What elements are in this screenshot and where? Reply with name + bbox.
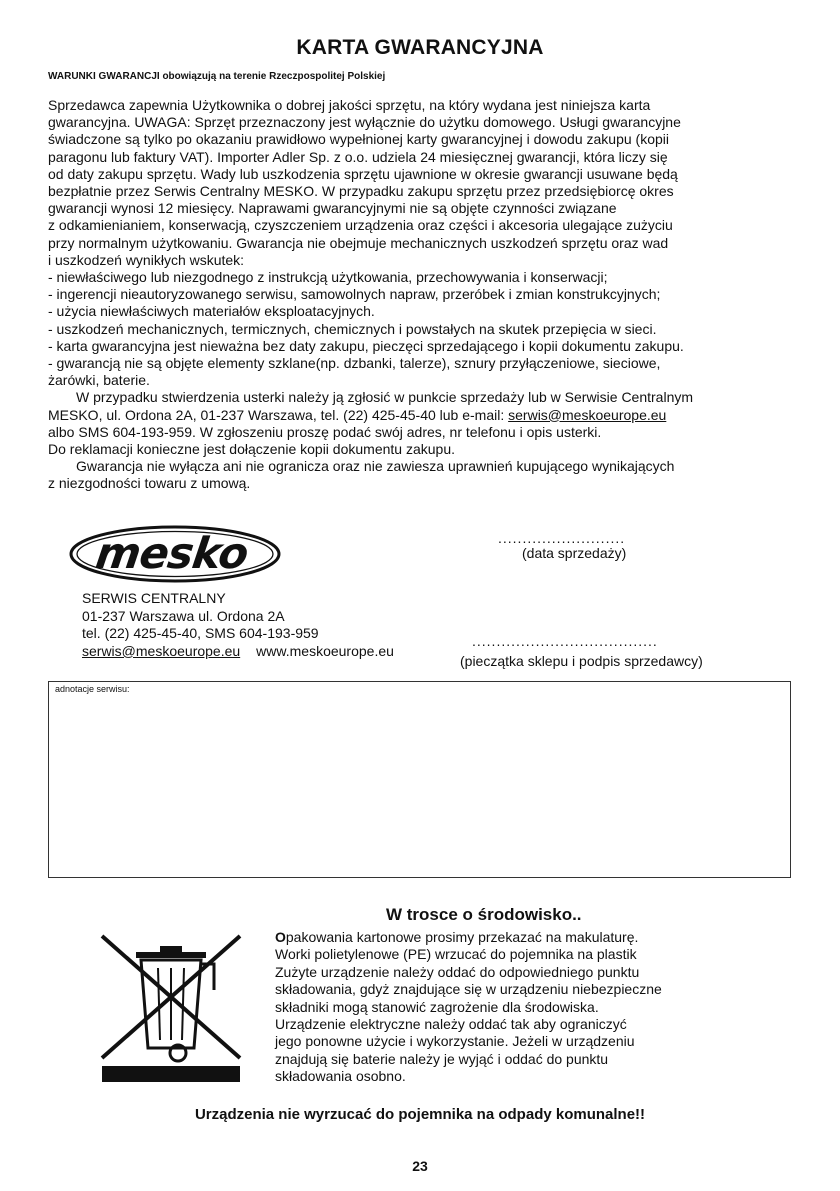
terms-line: Sprzedawca zapewnia Użytkownika o dobrej jakości sprzętu, na który wydana jest niniejsza karta	[48, 97, 651, 113]
warranty-conditions-heading: WARUNKI GWARANCJI obowiązują na terenie Rzeczpospolitej Polskiej	[48, 71, 386, 82]
terms-line: przy normalnym użytkowaniu. Gwarancja nie obejmuje mechanicznych uszkodzeń sprzętu oraz wad	[48, 234, 669, 251]
rights-line: z niezgodności towaru z umową.	[48, 475, 251, 492]
terms-line: paragonu lub faktury VAT). Importer Adler Sp. z o.o. udziela 24 miesięcznej gwarancji, która liczy się	[48, 148, 668, 165]
service-contact-row	[82, 643, 394, 661]
stamp-label: (pieczątka sklepu i podpis sprzedawcy)	[460, 653, 703, 669]
terms-exclusion-item: - użycia niewłaściwych materiałów eksploatacyjnych.	[48, 303, 375, 320]
environment-line: składowania, gdyż znajdujące się w urządzeniu niebezpieczne	[275, 981, 662, 998]
environment-line: Worki polietylenowe (PE) wrzucać do pojemnika na plastik	[275, 946, 637, 963]
environment-title: W trosce o środowisko..	[386, 905, 582, 924]
terms-line: i uszkodzeń wynikłych wskutek:	[48, 251, 245, 268]
service-phone: tel. (22) 425-45-40, SMS 604-193-959	[82, 625, 319, 642]
environment-line: składowania osobno.	[275, 1068, 406, 1085]
service-notes-box	[48, 681, 791, 878]
terms-line: gwarancyjna. UWAGA: Sprzęt przeznaczony jest wyłącznie do użytku domowego. Usługi gwarancyjne	[48, 114, 681, 131]
terms-exclusion-item: - karta gwarancyjna jest nieważna bez daty zakupu, pieczęci sprzedającego i kopii dokumentu zakupu.	[48, 337, 684, 354]
service-notes-label: adnotacje serwisu:	[55, 684, 130, 694]
page-number: 23	[412, 1158, 428, 1174]
service-address: 01-237 Warszawa ul. Ordona 2A	[82, 607, 285, 624]
terms-exclusion-item: - uszkodzeń mechanicznych, termicznych, chemicznych i powstałych na skutek przepięcia w sieci.	[48, 320, 657, 337]
service-email-link[interactable]: serwis@meskoeurope.eu	[82, 642, 241, 659]
sale-date-dots: ..........................	[498, 530, 626, 546]
environment-instructions	[275, 929, 662, 1086]
warranty-terms	[48, 97, 798, 493]
terms-line: od daty zakupu sprzętu. Wady lub uszkodzenia sprzętu ujawnione w okresie gwarancji usuwane będą	[48, 165, 678, 182]
environment-line: Opakowania kartonowe prosimy przekazać na makulaturę.	[275, 929, 639, 945]
environment-line: znajdują się baterie należy je wyjąć i oddać do punktu	[275, 1050, 609, 1067]
complaint-line: W przypadku stwierdzenia usterki należy ją zgłosić w punkcie sprzedaży lub w Serwisie Centralnym	[76, 389, 694, 406]
environment-line: Zużyte urządzenie należy oddać do odpowiedniego punktu	[275, 963, 640, 980]
service-website: www.meskoeurope.eu	[256, 642, 394, 659]
rights-line: Gwarancja nie wyłącza ani nie ogranicza oraz nie zawiesza uprawnień kupującego wynikających	[76, 458, 675, 475]
terms-exclusion-item: - ingerencji nieautoryzowanego serwisu, samowolnych napraw, przeróbek i zmian konstrukcyjnych;	[48, 286, 661, 303]
terms-line: gwarancji wynosi 12 miesięcy. Naprawami gwarancyjnymi nie są objęte czynności związane	[48, 200, 617, 217]
central-service-info	[82, 590, 394, 660]
stamp-dots: ......................................	[472, 633, 658, 649]
complaint-line: Do reklamacji konieczne jest dołączenie kopii dokumentu zakupu.	[48, 441, 455, 458]
mesko-logo	[68, 523, 283, 585]
terms-exclusion-item: - gwarancją nie są objęte elementy szklane(np. dzbanki, talerze), sznury przyłączeniowe, sieciowe,	[48, 355, 661, 372]
disposal-warning: Urządzenia nie wyrzucać do pojemnika na odpady komunalne!!	[194, 1106, 646, 1123]
crossed-out-bin-icon	[96, 930, 246, 1082]
environment-line: jego ponowne użycie i wykorzystanie. Jeżeli w urządzeniu	[275, 1033, 635, 1050]
complaint-email-link[interactable]: serwis@meskoeurope.eu	[508, 406, 667, 423]
service-name: SERWIS CENTRALNY	[82, 590, 226, 606]
complaint-line	[48, 407, 798, 424]
page-title: KARTA GWARANCYJNA	[296, 36, 544, 59]
environment-line: składniki mogą stanowić zagrożenie dla środowiska.	[275, 998, 599, 1015]
environment-line: Urządzenie elektryczne należy oddać tak aby ograniczyć	[275, 1016, 627, 1033]
logo-wordmark: mesko	[92, 529, 251, 579]
terms-line: żarówki, baterie.	[48, 372, 150, 389]
complaint-line-prefix: MESKO, ul. Ordona 2A, 01-237 Warszawa, tel. (22) 425-45-40 lub e-mail:	[48, 406, 509, 423]
terms-line: z odkamienianiem, konserwacją, czyszczeniem urządzenia oraz części i akcesoria ulegające zużyciu	[48, 217, 673, 234]
terms-exclusion-item: - niewłaściwego lub niezgodnego z instrukcją użytkowania, przechowywania i konserwacji;	[48, 269, 608, 286]
terms-line: świadczone są tylko po okazaniu prawidłowo wypełnionej karty gwarancyjnej i dowodu zakupu (kopii	[48, 131, 670, 148]
complaint-line: albo SMS 604-193-959. W zgłoszeniu proszę podać swój adres, nr telefonu i opis usterki.	[48, 423, 602, 440]
terms-line: bezpłatnie przez Serwis Centralny MESKO. W przypadku zakupu sprzętu przez przedsiębiorcę okres	[48, 183, 674, 200]
sale-date-label: (data sprzedaży)	[522, 545, 627, 561]
